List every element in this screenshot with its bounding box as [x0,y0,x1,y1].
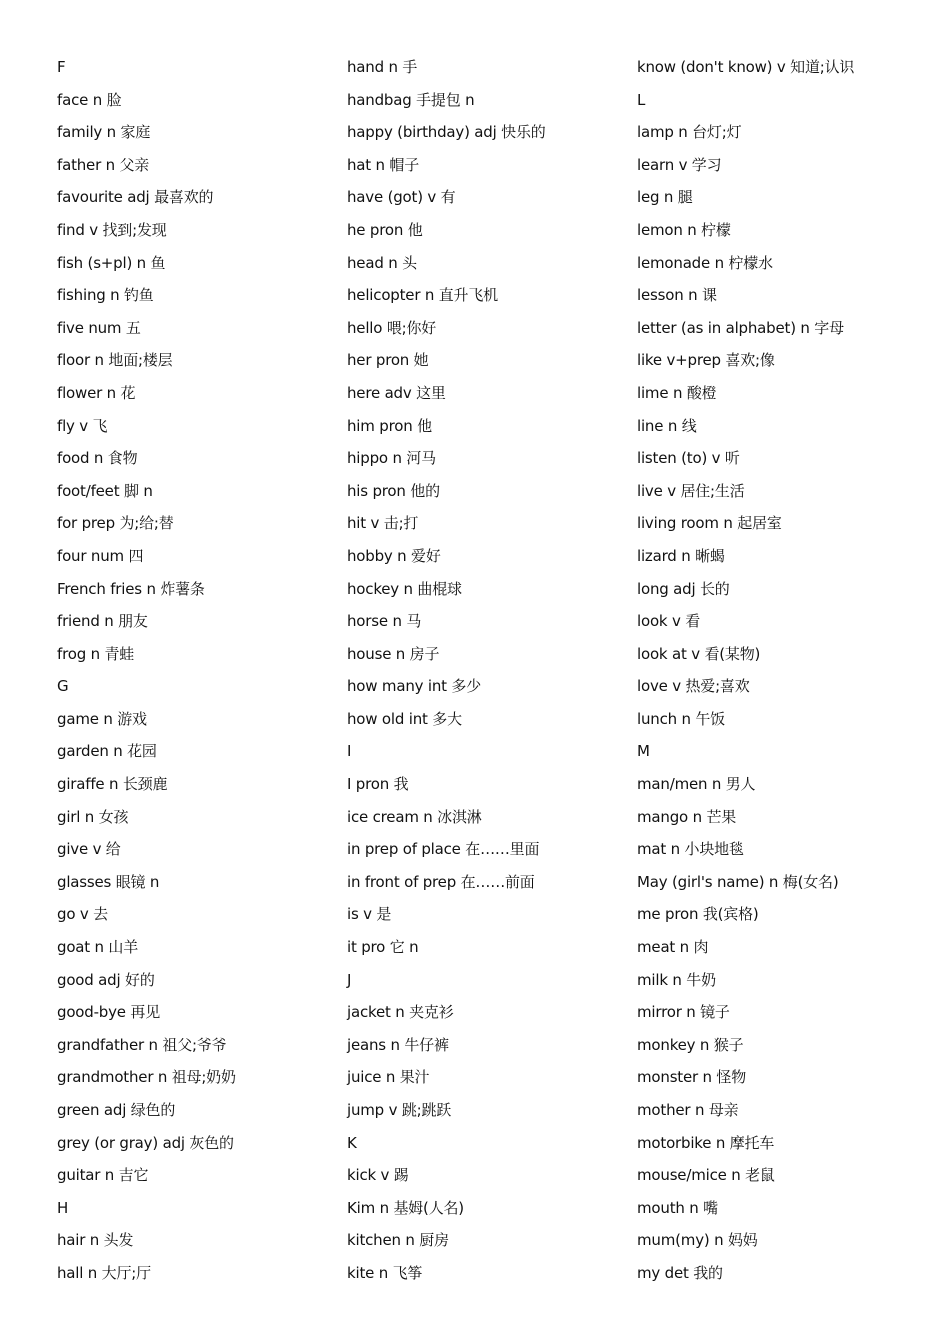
vocab-entry: I pron 我 [347,775,409,794]
vocab-entry: kite n 飞筝 [347,1263,423,1282]
vocab-entry: have (got) v 有 [347,188,456,207]
vocab-entry: his pron 他的 [347,481,440,500]
vocab-entry: her pron 她 [347,351,429,370]
vocab-entry: frog n 青蛙 [57,644,135,663]
vocab-entry: hockey n 曲棍球 [347,579,462,598]
section-letter-heading: H [57,1198,69,1217]
vocab-entry: me pron 我(宾格) [637,905,759,924]
vocab-entry: live v 居住;生活 [637,481,745,500]
vocab-entry: good-bye 再见 [57,1003,161,1022]
vocab-entry: mum(my) n 妈妈 [637,1231,758,1250]
vocab-entry: long adj 长的 [637,579,730,598]
vocab-entry: juice n 果汁 [347,1068,430,1087]
vocab-entry: good adj 好的 [57,970,155,989]
vocab-entry: house n 房子 [347,644,440,663]
vocab-entry: lime n 酸橙 [637,383,717,402]
section-letter-heading: L [637,90,646,109]
vocab-entry: lizard n 晰蝎 [637,546,725,565]
vocab-entry: motorbike n 摩托车 [637,1133,775,1152]
vocab-entry: mango n 芒果 [637,807,737,826]
vocab-entry: food n 食物 [57,449,138,468]
vocab-entry: guitar n 吉它 [57,1166,149,1185]
section-letter-heading: I [347,742,352,761]
vocab-column-3 [637,51,922,1290]
vocab-entry: lunch n 午饭 [637,709,725,728]
vocab-entry: he pron 他 [347,220,423,239]
section-letter-heading: M [637,742,650,761]
vocab-entry: hippo n 河马 [347,449,436,468]
vocab-entry: ice cream n 冰淇淋 [347,807,482,826]
vocab-entry: May (girl's name) n 梅(女名) [637,872,839,891]
vocab-entry: lamp n 台灯;灯 [637,123,742,142]
vocab-entry: girl n 女孩 [57,807,129,826]
vocab-entry: floor n 地面;楼层 [57,351,173,370]
vocab-entry: hobby n 爱好 [347,546,441,565]
vocab-entry: jeans n 牛仔裤 [347,1035,449,1054]
vocab-entry: French fries n 炸薯条 [57,579,205,598]
section-letter-heading: G [57,677,69,696]
vocab-entry: foot/feet 脚 n [57,481,153,500]
vocab-entry: lesson n 课 [637,286,717,305]
vocab-entry: lemonade n 柠檬水 [637,253,773,272]
vocab-entry: look v 看 [637,612,701,631]
vocab-entry: lemon n 柠檬 [637,220,731,239]
vocab-entry: it pro 它 n [347,938,419,957]
vocab-column-2 [347,51,632,1290]
vocab-entry: is v 是 [347,905,392,924]
vocab-column-1 [57,51,342,1290]
vocab-entry: mother n 母亲 [637,1101,739,1119]
vocab-entry: horse n 马 [347,612,422,631]
vocab-entry: leg n 腿 [637,188,693,207]
vocab-entry: him pron 他 [347,416,432,435]
vocab-entry: five num 五 [57,318,141,337]
section-letter-heading: F [57,58,66,76]
vocab-entry: father n 父亲 [57,155,150,174]
vocab-entry: give v 给 [57,840,121,859]
vocab-entry: learn v 学习 [637,155,722,174]
vocab-entry: flower n 花 [57,383,136,402]
vocab-entry: grandfather n 祖父;爷爷 [57,1035,227,1054]
vocab-entry: mat n 小块地毯 [637,840,744,859]
vocab-entry: garden n 花园 [57,742,157,761]
vocab-entry: Kim n 基姆(人名) [347,1198,464,1217]
vocab-entry: find v 找到;发现 [57,220,167,239]
vocab-entry: four num 四 [57,546,144,565]
vocab-entry: for prep 为;给;替 [57,514,174,533]
vocab-entry: grey (or gray) adj 灰色的 [57,1133,234,1152]
vocab-entry: handbag 手提包 n [347,90,475,109]
vocab-entry: monkey n 猴子 [637,1035,744,1054]
vocab-entry: like v+prep 喜欢;像 [637,351,775,370]
vocab-entry: hat n 帽子 [347,155,420,174]
vocab-entry: my det 我的 [637,1263,723,1282]
vocab-entry: giraffe n 长颈鹿 [57,775,168,794]
vocab-entry: family n 家庭 [57,123,151,142]
vocab-entry: hair n 头发 [57,1231,134,1250]
vocab-entry: hall n 大厅;厅 [57,1263,151,1282]
vocab-entry: look at v 看(某物) [637,644,761,663]
vocab-entry: head n 头 [347,253,417,272]
vocab-entry: living room n 起居室 [637,514,782,533]
vocab-entry: glasses 眼镜 n [57,872,160,891]
vocab-entry: love v 热爱;喜欢 [637,677,750,696]
vocab-entry: goat n 山羊 [57,938,139,957]
vocab-entry: mirror n 镜子 [637,1003,730,1022]
vocab-entry: mouth n 嘴 [637,1198,718,1217]
vocab-entry: line n 线 [637,416,697,435]
vocab-entry: fish (s+pl) n 鱼 [57,253,166,272]
vocab-entry: game n 游戏 [57,709,147,728]
vocab-entry: hello 喂;你好 [347,318,437,337]
vocab-entry: here adv 这里 [347,383,446,402]
vocab-entry: know (don't know) v 知道;认识 [637,58,855,76]
vocab-entry: jump v 跳;跳跃 [347,1101,452,1119]
vocab-entry: friend n 朋友 [57,612,148,631]
vocab-entry: jacket n 夹克衫 [347,1003,454,1022]
vocab-entry: in front of prep 在……前面 [347,872,535,891]
vocab-entry: hand n 手 [347,58,418,76]
vocab-entry: in prep of place 在……里面 [347,840,540,859]
vocab-entry: fly v 飞 [57,416,108,435]
vocab-entry: favourite adj 最喜欢的 [57,188,214,207]
vocab-entry: letter (as in alphabet) n 字母 [637,318,844,337]
section-letter-heading: J [347,970,352,989]
vocab-entry: kick v 踢 [347,1166,409,1185]
vocab-entry: mouse/mice n 老鼠 [637,1166,775,1185]
vocab-entry: happy (birthday) adj 快乐的 [347,123,546,142]
vocab-entry: grandmother n 祖母;奶奶 [57,1068,236,1087]
vocab-entry: monster n 怪物 [637,1068,747,1087]
vocab-entry: milk n 牛奶 [637,970,716,989]
vocab-entry: go v 去 [57,905,108,924]
vocab-entry: listen (to) v 听 [637,449,740,468]
vocab-entry: how old int 多大 [347,709,462,728]
vocab-entry: kitchen n 厨房 [347,1231,449,1250]
vocab-entry: hit v 击;打 [347,514,419,533]
vocab-entry: green adj 绿色的 [57,1101,176,1119]
vocab-entry: man/men n 男人 [637,775,756,794]
vocab-entry: fishing n 钓鱼 [57,286,154,305]
vocab-entry: helicopter n 直升飞机 [347,286,498,305]
vocab-entry: meat n 肉 [637,938,709,957]
vocab-entry: face n 脸 [57,90,122,109]
vocab-entry: how many int 多少 [347,677,481,696]
section-letter-heading: K [347,1133,357,1152]
